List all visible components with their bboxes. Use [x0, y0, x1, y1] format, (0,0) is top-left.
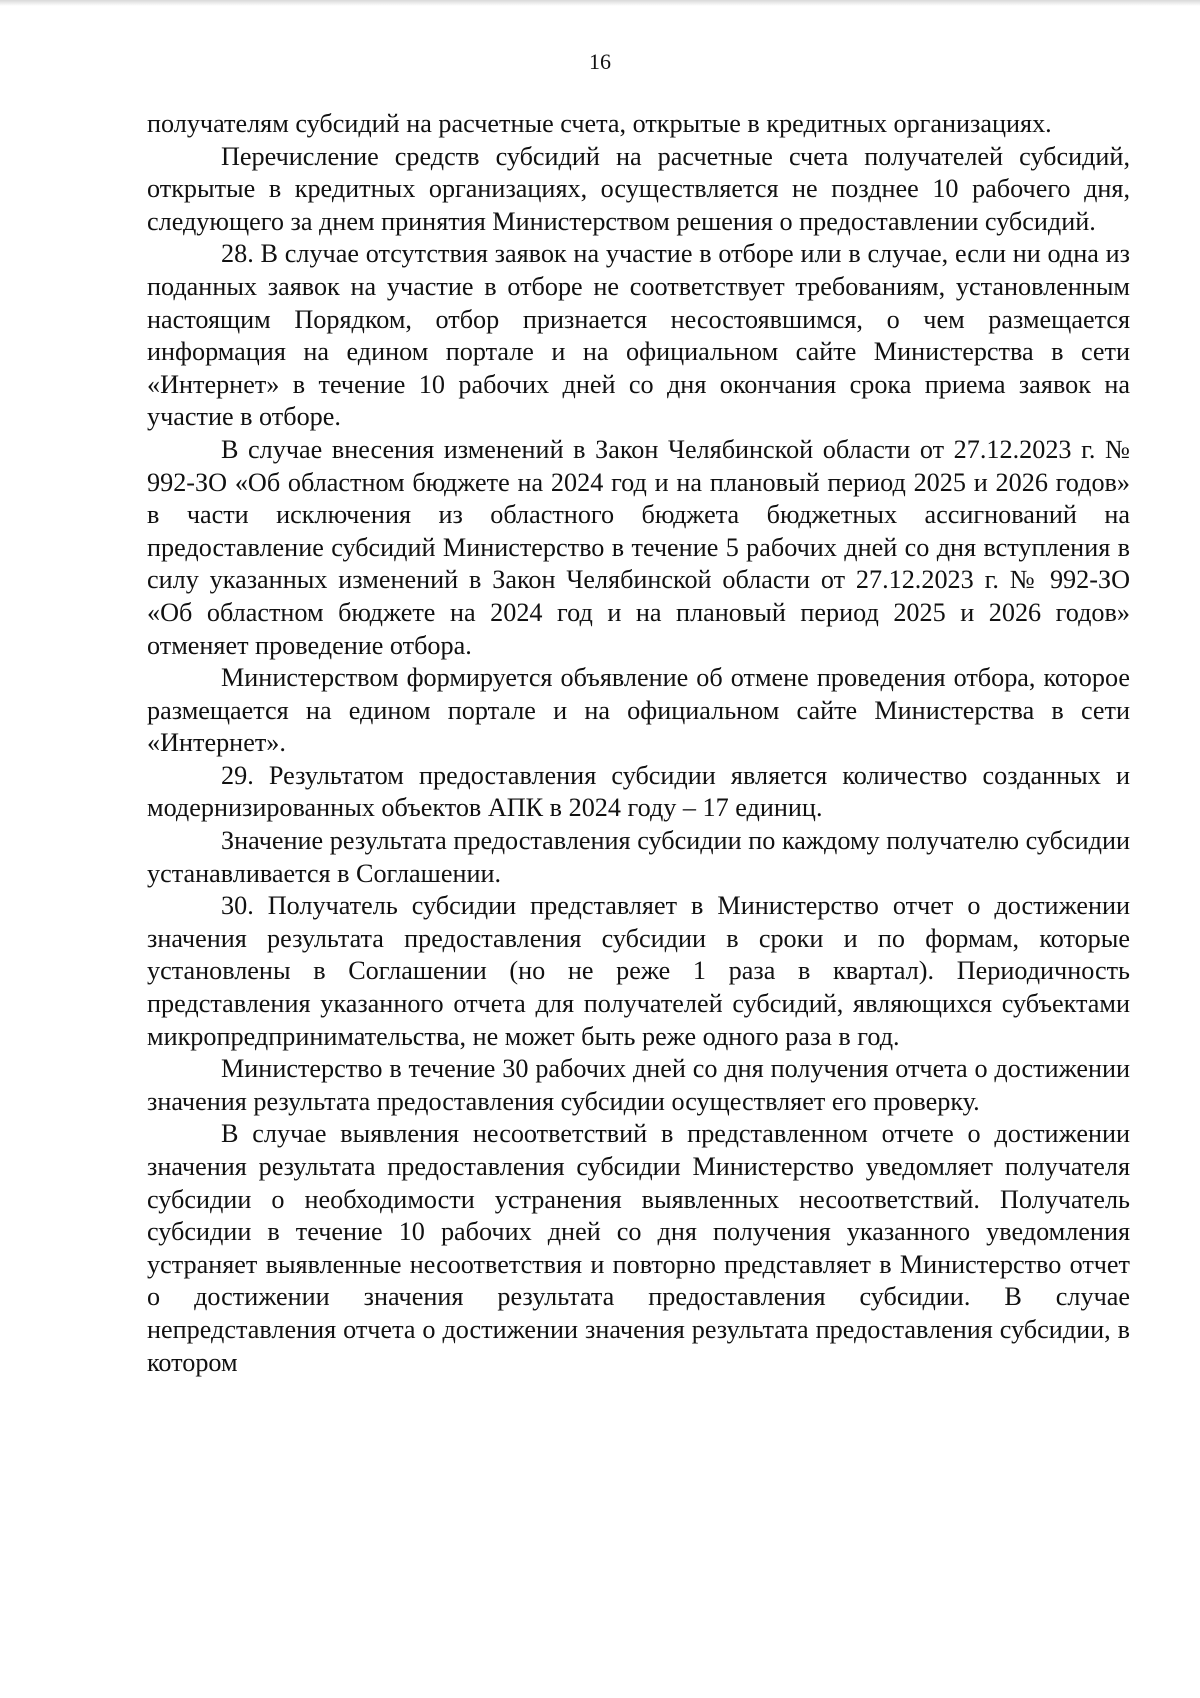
page-number: 16: [589, 49, 611, 74]
paragraph-item-30-check: Министерство в течение 30 рабочих дней со дня получения отчета о достижении значения результата предоставления субсидии осуществляет его проверку.: [147, 1054, 1130, 1116]
scan-edge: [0, 0, 1200, 6]
paragraph-item-29: 29. Результатом предоставления субсидии является количество созданных и модернизированных объектов АПК в 2024 году – 17 единиц.: [147, 760, 1130, 823]
paragraph-item-29-value: Значение результата предоставления субсидии по каждому получателю субсидии устанавливается в Соглашении.: [147, 826, 1130, 888]
paragraph-item-28: 28. В случае отсутствия заявок на участие в отборе или в случае, если ни одна из поданных заявок на участие в отборе не соответствует требованиям, установленным настоящим Порядком, отбор признается несостоявшимся, о чем размещается информация на едином портале и на официальном сайте Министерства в сети «Интернет» в течение 10 рабочих дней со дня окончания срока приема заявок на участие в отборе.: [147, 239, 1130, 432]
document-body: [147, 108, 1130, 1379]
paragraph-continuation: получателям субсидий на расчетные счета, открытые в кредитных организациях.: [147, 109, 1052, 138]
paragraph-transfer: Перечисление средств субсидий на расчетные счета получателей субсидий, открытые в кредитных организациях, осуществляется не позднее 10 рабочего дня, следующего за днем принятия Министерством решения о предоставлении субсидий.: [147, 141, 1130, 236]
paragraph-item-28-law: В случае внесения изменений в Закон Челябинской области от 27.12.2023 г. № 992-ЗО «Об областном бюджете на 2024 год и на плановый период 2025 и 2026 годов» в части исключения из областного бюджета бюджетных ассигнований на предоставление субсидий Министерство в течение 5 рабочих дней со дня вступления в силу указанных изменений в Закон Челябинской области от 27.12.2023 г. № 992-ЗО «Об областном бюджете на 2024 год и на плановый период 2025 и 2026 годов» отменяет проведение отбора.: [147, 434, 1130, 660]
paragraph-item-30: 30. Получатель субсидии представляет в Министерство отчет о достижении значения результата предоставления субсидии в сроки и по формам, которые установлены в Соглашении (но не реже 1 раза в квартал). Периодичность представления указанного отчета для получателей субсидий, являющихся субъектами микропредпринимательства, не может быть реже одного раза в год.: [147, 891, 1130, 1051]
paragraph-item-30-mismatch: В случае выявления несоответствий в представленном отчете о достижении значения результата предоставления субсидии Министерство уведомляет получателя субсидии о необходимости устранения выявленных несоответствий. Получатель субсидии в течение 10 рабочих дней со дня получения указанного уведомления устраняет выявленные несоответствия и повторно представляет в Министерство отчет о достижении значения результата предоставления субсидии. В случае непредставления отчета о достижении значения результата предоставления субсидии, в котором: [147, 1119, 1130, 1377]
paragraph-item-28-announce: Министерством формируется объявление об отмене проведения отбора, которое размещается на едином портале и на официальном сайте Министерства в сети «Интернет».: [147, 663, 1130, 758]
